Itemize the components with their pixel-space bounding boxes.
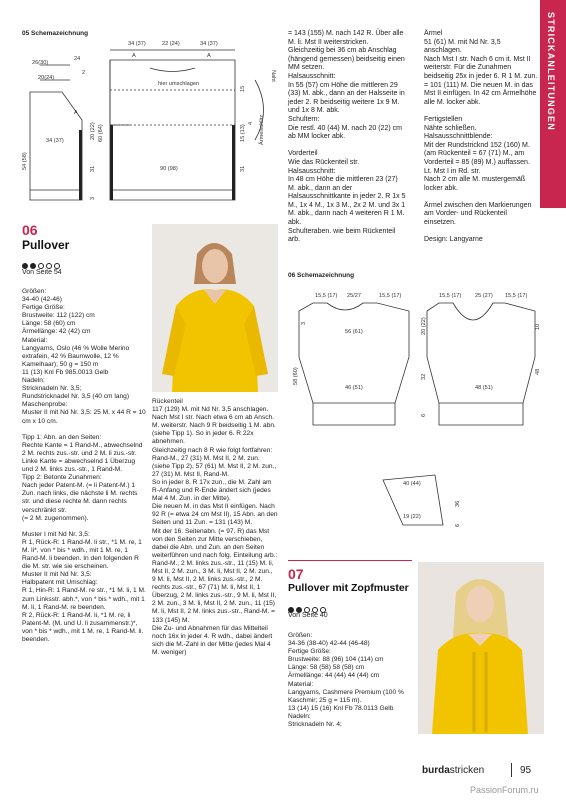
schema05-sleeve-b: 20(24) (38, 75, 55, 81)
schema06-h3: 3 (301, 321, 307, 325)
schema06-drawing (285, 285, 540, 550)
p06-col3: = 143 (155) M. nach 142 R. Über alle M. li. Mst II weiterstricken. Gleichzeitig bei 36 cm ab Anschlag (hängend gemessen) beidseitig einen MM setzen. Halsausschnitt: In 55 (57) cm Höhe die mittleren 29 (33) M. abk., dann an der Halsseite in jeder 2. R beidseitig weitere 1x 9 M. und 1x 8 M. abk. Schultern: Die restl. 40 (44) M. nach 20 (22) cm ab MM locker abk. Vorderteil Wie das Rückenteil str. Halsausschnitt: In 48 cm Höhe die mittleren 23 (27) M. abk., dann an der Halsausschnittkante in jeder 2. R 1x 5 M., 1x 4 M., 1x 3 M., 2x 2 M. und 3x 1 M. abk., dann nach 4 weiteren R 1 M. abk. Schulteraben. wie beim Rückenteil arb. (288, 30, 406, 244)
schema06-b2: 25 (27) (475, 293, 493, 299)
p07-text: Größen: 34-36 (38-40) 42-44 (46-48) Fertige Größe: Brustweite: 88 (96) 104 (114) cm Länge: 58 (58) 58 (58) cm Ärmellänge: 44 (44) 44 (44) cm Material: Langyarns, Cashmere Premium (100 % Kaschmir; 25 g = 115 m). 13 (14) 15 (16) Knl Fb 78.0113 Gelb Nadeln: Stricknadeln Nr. 4; (288, 632, 404, 729)
schema06-s36: 36 (455, 500, 461, 507)
schema05-naht: Naht (270, 70, 276, 82)
schema06-r48: 48 (535, 368, 541, 375)
schema06-b3: 15,5 (17) (505, 293, 528, 299)
schema05-body-h4: 3 (90, 196, 96, 200)
footer-brand-b: stricken (449, 765, 485, 776)
footer-brand (422, 765, 484, 776)
p06-col4: Ärmel 51 (61) M. mit Nd Nr. 3,5 anschlagen. Nach Mst I str. Nach 6 cm it. Mst II weiterstr. Für die Zunahmen beidseitig 25x in jeder 6. R 1 M. zun. = 101 (111) M. Die neuen M. in das Mst II einfügen. In 42 cm Ärmelhöhe alle M. locker abk. Fertigstellen Nähte schließen. Halsausschnittblende: Mit der Rundstricknd 152 (160) M. (am Rückenteil = 67 (71) M., am Vorderteil = 85 (89) M.) auffassen. Lt. Mst I in Rd. str. Nach 2 cm alle M. mustergemäß locker abk. Ärmel zwischen den Markierungen am Vorder- und Rückenteil einsetzen. Design: Langyarne (424, 30, 538, 244)
schema05-hier: hier umschlagen (158, 81, 200, 87)
schema06-s40: 40 (44) (403, 481, 421, 487)
schema06-r10: 10 (535, 323, 541, 330)
page-number: 95 (520, 765, 532, 776)
schema05-top-mid: 22 (24) (162, 41, 180, 47)
schema05-r3: 4 (248, 121, 254, 125)
schema06-h32: 32 (421, 373, 427, 380)
schema06-a1: 15,5 (17) (315, 293, 338, 299)
schema06-w56: 56 (61) (345, 329, 363, 335)
schema05-top-left: 34 (37) (128, 41, 146, 47)
schema05-body-h1: 20 (22) (90, 122, 96, 140)
schema06-s19: 19 (22) (403, 514, 421, 520)
schema05-title: 05 Schemazeichnung (22, 30, 89, 37)
schema05-body-w: 90 (98) (160, 166, 178, 172)
schema06-w48: 48 (51) (475, 385, 493, 391)
p06-col1: Größen: 34-40 (42-46) Fertige Größe: Brustweite: 112 (122) cm Länge: 58 (60) cm Ärmellänge: 42 (42) cm Material: Langyarns, Oslo (46 % Wolle Merino extrafein, 42 % Baumwolle, 12 % Kamelhaar); 50 g = 150 m 11 (13) Knl Fb 985.0013 Gelb Nadeln: Stricknadeln Nr. 3,5; Rundstricknadel Nr. 3,5 (40 cm lang) Maschenprobe: Muster II mit Nd Nr. 3,5: 25 M. x 44 R = 10 cm x 10 cm. Tipp 1: Abn. an den Seiten: Rechte Kante = 1 Rand-M., abwechselnd 2 M. rechts zus.-str. und 2 M. li zus.-str. Linke Kante = abwechselnd 1 Überzug und 2 M. links zus.-str., 1 Rand-M. Tipp 2: Betonte Zunahmen: Nach jeder Patent-M. (= li Patent-M.) 1 Zun. nach links, die nächste li M. rechts str. und diese rechte M. dann rechts verschränkt str. (= 2 M. zugenommen). Muster I mit Nd Nr. 3,5: R 1, Rück-R: 1 Rand-M. li str., *1 M. re, 1 M. li*, von * bis * wdh., mit 1 M. re, 1 Rand-M. li beenden. In den folgenden R die M. str. wie sie erscheinen. Muster II mit Nd Nr. 3,5: Halbpatent mit Umschlag: R 1, Hin-R: 1 Rand-M. re str., *1 M. li, 1 M. zum Linksstr. abh.*, von * bis * wdh., mit 1 M. li, 1 Rand-M. re beenden. R 2, Rück-R: 1 Rand-M. li, *1 M. re, li Patent-M. (M. und U. li zusammenstr.)*, von * bis * wdh., mit 1 M. re, 1 Rand-M. li. beenden. (22, 288, 146, 644)
schema05-r1: 15 (240, 85, 246, 92)
p07-divider (288, 560, 412, 561)
schema05-r2: 15 (13) (240, 124, 246, 142)
schema06-a3: 15,5 (17) (379, 293, 402, 299)
p06-number: 06 (22, 222, 38, 238)
schema06-title: 06 Schemazeichnung (288, 272, 355, 279)
schema05-sleeve-h: 54 (58) (22, 152, 28, 170)
schema05-r4: 31 (240, 165, 246, 172)
footer-divider (511, 763, 512, 777)
section-tab-label: STRICKANLEITUNGEN (546, 12, 556, 131)
p06-title: Pullover (22, 238, 70, 252)
p07-photo-illustration (418, 562, 544, 734)
p07-number: 07 (288, 566, 304, 582)
p06-photo-illustration (152, 224, 278, 392)
schema06-h20: 20 (22) (421, 317, 427, 335)
schema06-b1: 15,5 (17) (439, 293, 462, 299)
schema06-h58: 58 (60) (293, 367, 299, 385)
schema06-s6: 6 (455, 523, 461, 527)
p07-seite: Von Seite 40 (288, 612, 328, 619)
p06-seite: Von Seite 54 (22, 269, 62, 276)
schema06-h6: 6 (421, 413, 427, 417)
schema05-arm: Ärmelschlitz (259, 114, 265, 145)
schema06-w46: 46 (51) (345, 385, 363, 391)
schema05-num2: 2 (82, 70, 86, 76)
schema05-top-right: 34 (37) (200, 41, 218, 47)
schema05-a3: A (74, 110, 78, 116)
schema05-body-h3: 31 (90, 165, 96, 172)
schema05-body-h2: 60 (64) (98, 124, 104, 142)
schema05-drawing (10, 30, 280, 210)
schema05-num24: 24 (74, 56, 81, 62)
schema05-sleeve-w: 34 (37) (46, 138, 64, 144)
p07-photo (418, 562, 544, 734)
p06-photo (152, 224, 278, 392)
schema05-a2: A (207, 53, 211, 59)
section-tab (540, 0, 566, 208)
p07-title: Pullover mit Zopfmuster (288, 582, 409, 594)
watermark: PassionForum.ru (470, 785, 539, 795)
schema06-a2: 25/27 (347, 293, 361, 299)
schema05-a1: A (132, 53, 136, 59)
footer-brand-a: burda (422, 765, 450, 776)
p06-col2: Rückenteil 117 (129) M. mit Nd Nr. 3,5 anschlagen. Nach Mst I str. Nach etwa 6 cm ab Ansch. M. weiterstr. Nach 9 R beidseitig 1 M. abn. (siehe Tipp 1). So in jeder 6. R 22x abnehmen. Gleichzeitig nach 8 R wie folgt fortfahren: Rand-M., 27 (31) M. Mst II, 2 M. zun. (siehe Tipp 2), 57 (61) M. Mst II, 2 M. zun., 27 (31) M. Mst II, Rand-M. So in jeder 8. R 17x zun., die M. Zahl am R-Anfang und R-Ende ändert sich (jedes Mal 4 M. Zun. in der Mitte). Die neuen M. in das Mst II einfügen. Nach 92 R (= etwa 24 cm Mst II), 15 Abn. an den Seiten und 11 Zun. = 131 (143) M. Mit der 16. Seitenabn. (= 97. R) das Mst von den Seiten zur Mitte verschieben, dabei die Abn. und Zun. an den Seiten weiterführen und nach folg. Einteilung arb.: Rand-M., 2 M. links zus.-str., 11 (15) M. li, Mst II, 2 M. zun., 3 M. li, Mst II, 2 M. zun., 9 M. li, Mst II, 2 M. links zus.-str., 2 M. rechts zus.-str., 67 (71) M. li, Mst II, 1 Überzug, 2 M. links zus.-str., 9 M. li, Mst II, 2 M. zun., 3 M. li, Mst II, 2 M. zun., 11 (15) M. li, Mst II, 2 M. links zus.-str., Rand-M. = 133 (145) M. Die Zu- und Abnahmen für das Mittelteil noch 16x in jeder 4. R wdh., dabei ändert sich die M.-Zahl in der Mitte (jedes Mal 4 M. weniger) (152, 398, 278, 656)
schema05-sleeve-a: 26(30) (32, 60, 49, 66)
